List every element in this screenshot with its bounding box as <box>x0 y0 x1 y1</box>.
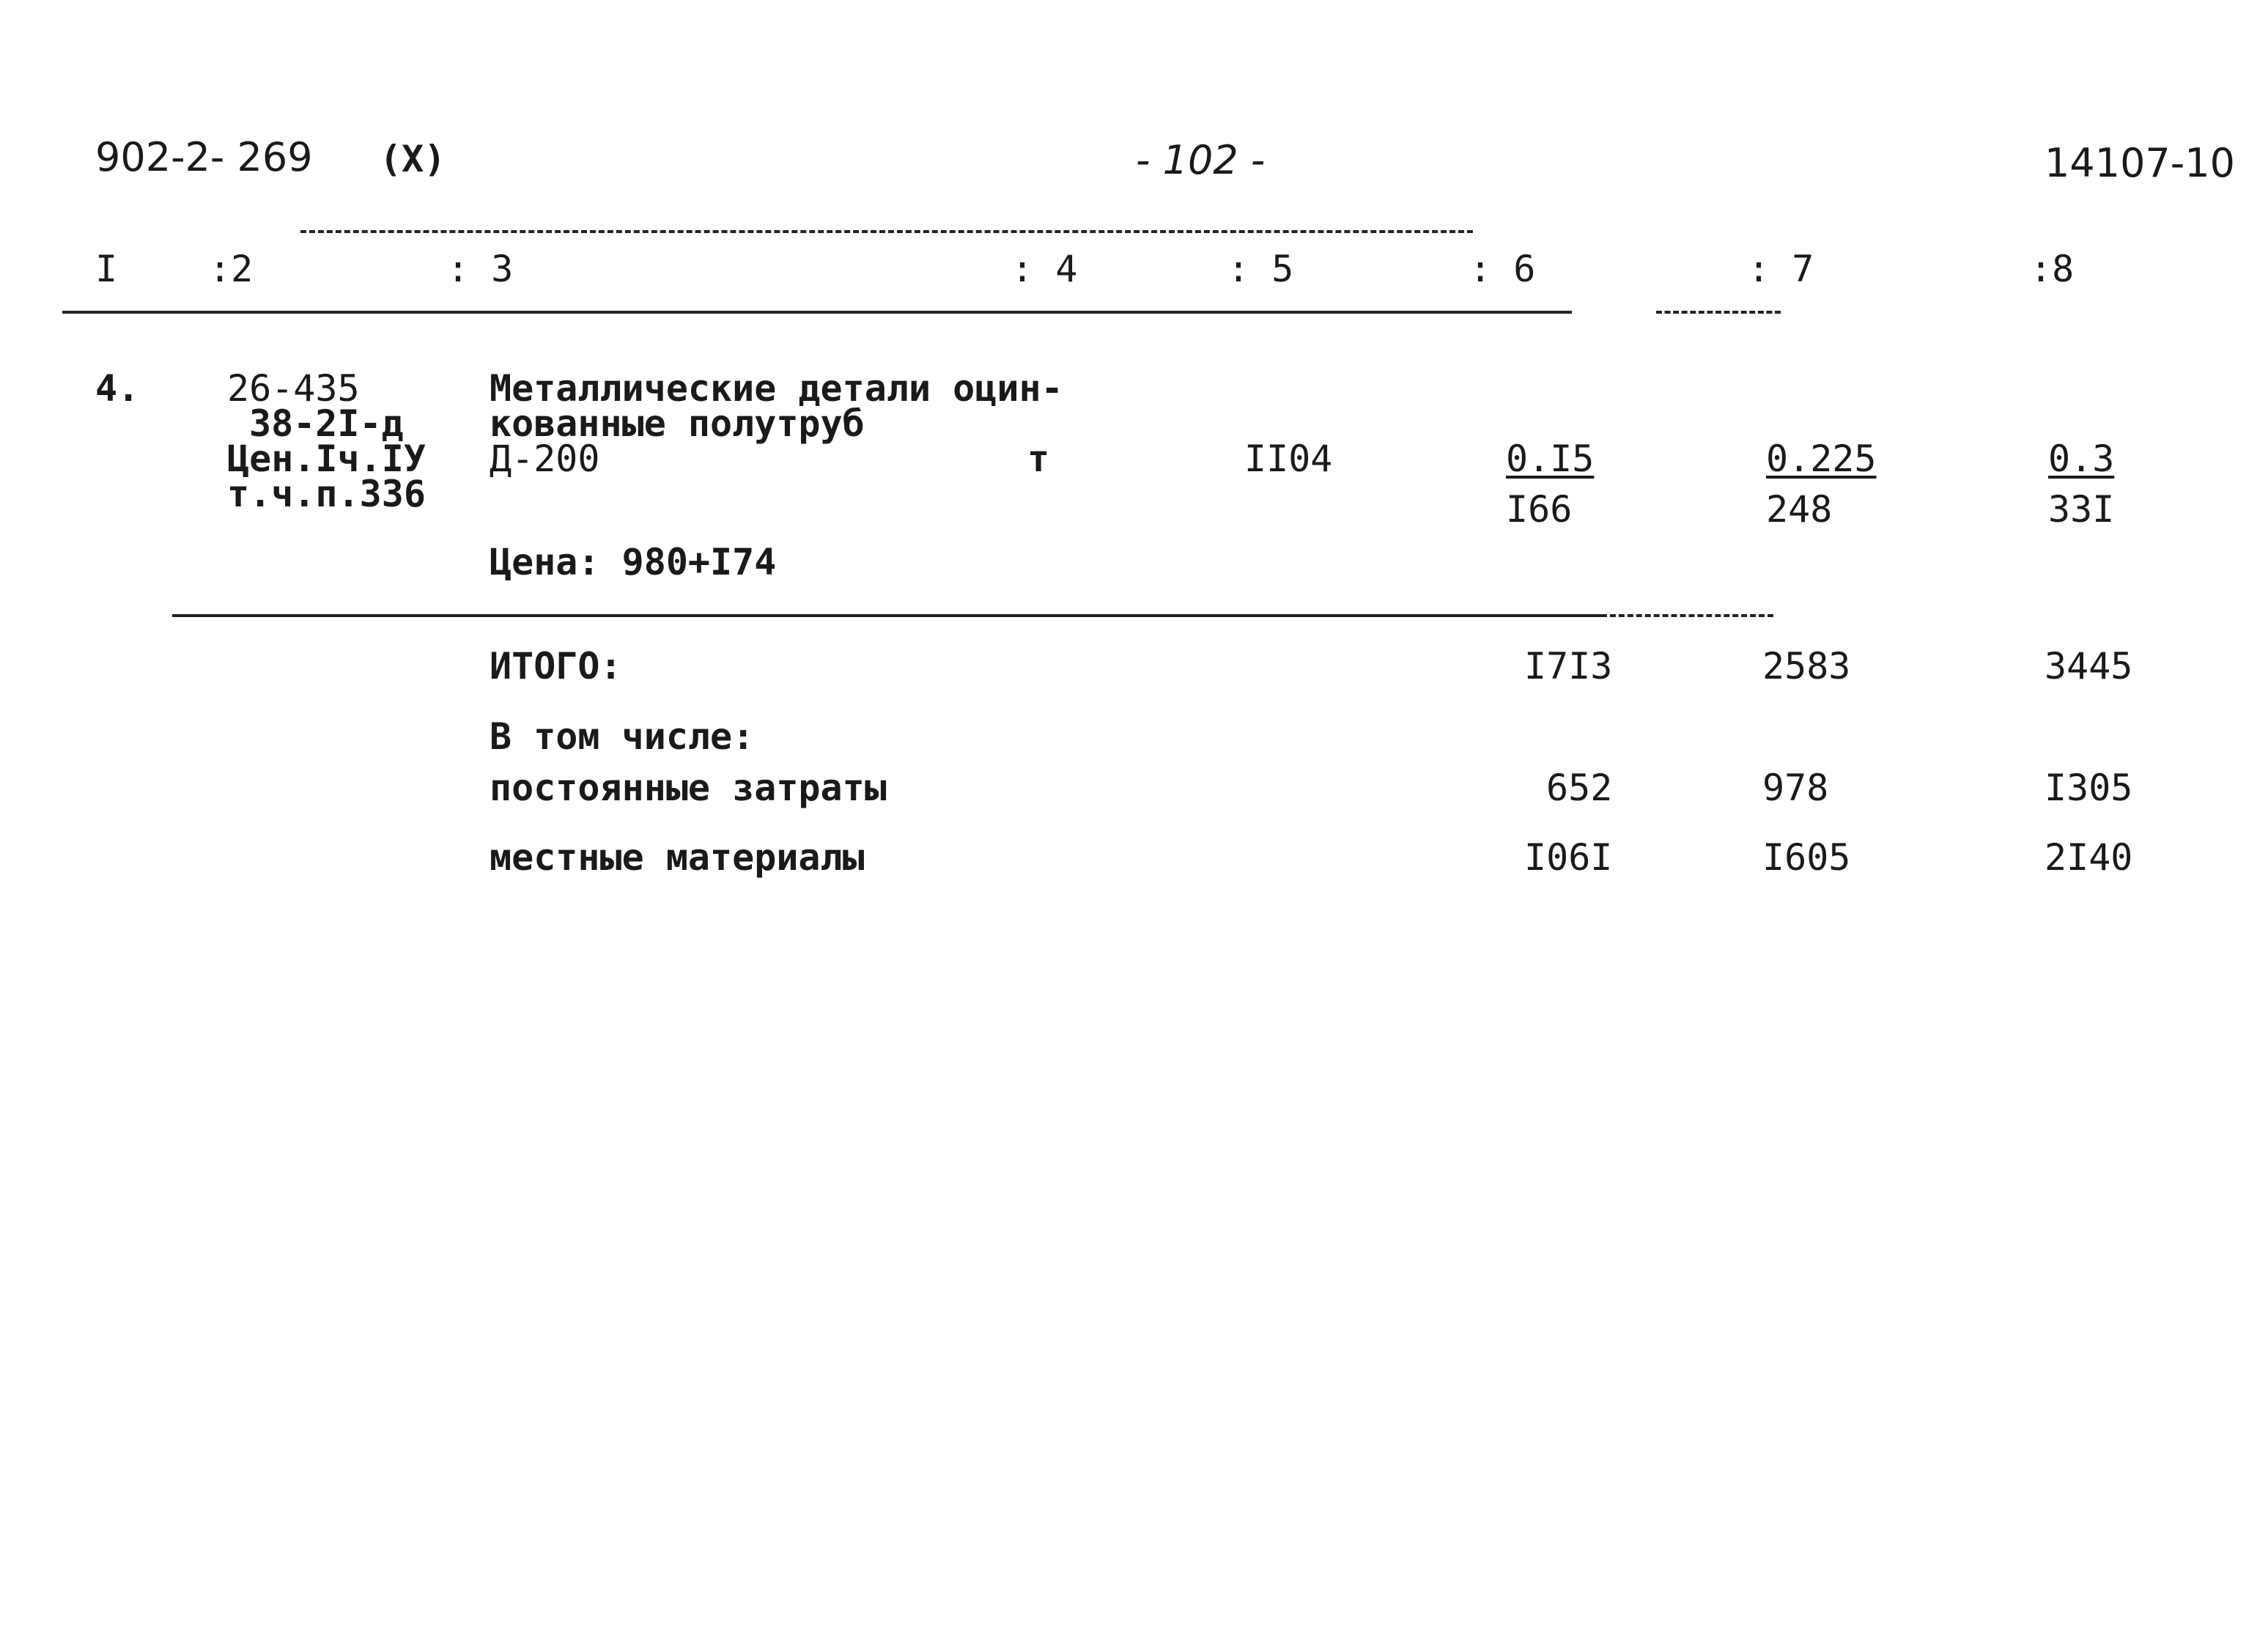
fixed-costs-col6: 652 <box>1546 767 1613 809</box>
item-code-1: 26-435 <box>227 367 360 410</box>
fixed-costs-col8: I305 <box>2044 767 2133 809</box>
item-col6-bottom: I66 <box>1506 488 1573 531</box>
including-label: В том числе: <box>490 715 755 758</box>
column-header-3: : 3 <box>447 248 514 290</box>
header-top-rule <box>300 230 1473 233</box>
column-header-8: :8 <box>2030 248 2075 290</box>
column-header-6: : 6 <box>1469 248 1536 290</box>
local-materials-label: местные материалы <box>490 836 865 879</box>
item-price: Цена: 980+I74 <box>490 541 777 583</box>
item-code-2: 38-2I-д <box>249 402 404 445</box>
item-col8-bottom: 33I <box>2048 488 2115 531</box>
volume-mark: (X) <box>380 138 446 180</box>
item-index: 4. <box>95 367 140 410</box>
column-header-7: : 7 <box>1748 248 1814 290</box>
page-number: - 102 - <box>1136 137 1266 183</box>
document-code: 902-2- 269 <box>95 134 313 180</box>
item-description-line-1: Металлические детали оцин- <box>490 367 1063 410</box>
column-header-2: :2 <box>209 248 254 290</box>
archive-number: 14107-10 <box>2044 140 2235 186</box>
item-description-line-3: Д-200 <box>490 438 600 480</box>
total-col6: I7I3 <box>1524 645 1613 687</box>
item-quantity: II04 <box>1244 438 1333 480</box>
header-bottom-rule <box>62 311 1572 314</box>
fixed-costs-col7: 978 <box>1762 767 1829 809</box>
item-code-3: Цен.Iч.IУ <box>227 438 426 480</box>
totals-separator-rule-tail <box>1601 614 1773 617</box>
total-label: ИТОГО: <box>490 645 622 687</box>
item-col7-top: 0.225 <box>1766 438 1877 480</box>
local-materials-col8: 2I40 <box>2044 836 2133 879</box>
column-header-5: : 5 <box>1227 248 1294 290</box>
fixed-costs-label: постоянные затраты <box>490 767 887 809</box>
item-description-line-2: кованные полутруб <box>490 402 865 445</box>
item-unit: т <box>1027 438 1050 480</box>
column-header-1: I <box>95 248 118 290</box>
item-col6-top: 0.I5 <box>1506 438 1595 480</box>
total-col7: 2583 <box>1762 645 1851 687</box>
total-col8: 3445 <box>2044 645 2133 687</box>
header-bottom-rule-tail <box>1656 311 1781 314</box>
local-materials-col7: I605 <box>1762 836 1851 879</box>
item-col7-bottom: 248 <box>1766 488 1833 531</box>
local-materials-col6: I06I <box>1524 836 1613 879</box>
totals-separator-rule <box>172 614 1601 617</box>
item-col8-top: 0.3 <box>2048 438 2115 480</box>
column-header-4: : 4 <box>1011 248 1078 290</box>
item-code-4: т.ч.п.336 <box>227 473 426 515</box>
